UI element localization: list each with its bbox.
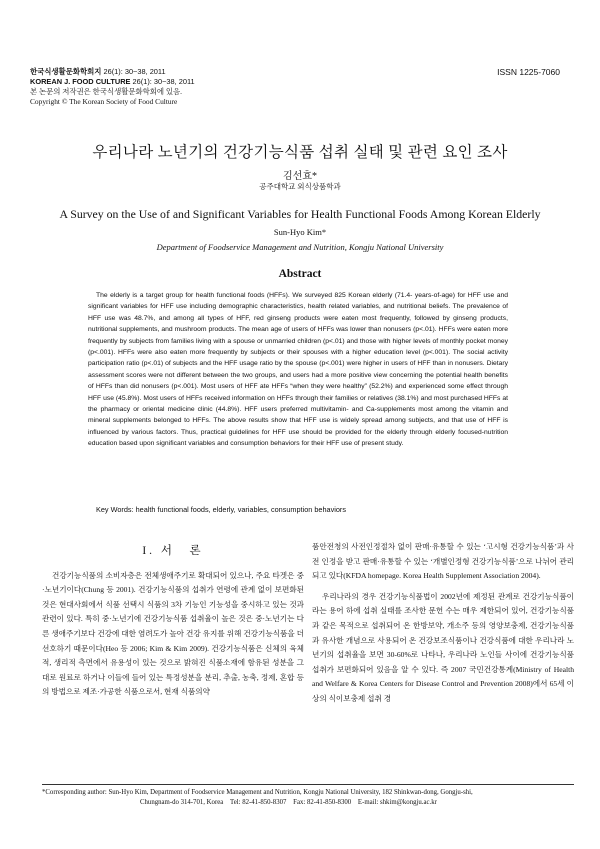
body-column-right (312, 540, 574, 707)
issn: ISSN 1225-7060 (497, 67, 560, 77)
korean-title: 우리나라 노년기의 건강기능식품 섭취 실태 및 관련 요인 조사 (92, 144, 508, 161)
korean-affiliation: 공주대학교 외식상품학과 (259, 182, 341, 191)
copyright-line: Copyright © The Korean Society of Food Culture (30, 97, 178, 106)
journal-en-line (30, 77, 390, 87)
abstract-text: The elderly is a target group for health functional foods (HFFs). We surveyed 825 Korean elderly (71.4- years-of-age) for HFF use and significant variables for HFF use including demographic characteristics, health related variables, and nutritional beliefs. The prevalence of HFF use was 48.7%, and among all types of HFF, red ginseng products were eaten most frequently, followed by ginseng products, nutritional supplements, and mushroom products. The mean age of users of HFFs was lower than nonusers (p<.01). HFFs were eaten more frequently by subjects from families living with a spouse or unmarried children (p<.01) and those with higher levels of monthly pocket money (p<.001). HFFs were also eaten more frequently by subjects or their spouses with a higher education level (p<.001). The social activity participation ratio (p<.01) of subjects and the HFF usage ratio by the spouse (p<.001) were higher in users of HFF than in nonusers. Dietary assessment scores were not different between the two groups, and users had a more positive view concerning the potential health benefits of HFFs than did nonusers (p<.001). Most users of HFF ate HFFs “when they were healthy” (52.2%) and experienced some effect through HFF use (45.8%). Most users of HFFs received information on HFFs through their families or relatives (38.1%) and most purchased HFFs at the pharmacy or oriental medicine clinic (44.8%). HFF users preferred multivitamin- and Ca-supplements most among the vitamin and mineral supplements belonged to HFFs. The above results show that HFF use is widely spread among subjects, and that use of HFF is influenced by various factors. Thus, practical guidelines for HFF use should be provided for the elderly through elderly focused-nutrition education based upon significant variables and consumption behaviors for their HFF use of present study. (88, 292, 508, 448)
english-affiliation: Department of Foodservice Management and Nutrition, Kongju National University (156, 242, 444, 252)
footnote-line: *Corresponding author: Sun-Hyo Kim, Department of Foodservice Management and Nutrition, Kongju National University, 182 Shinkwan-dong, Gongju-shi, (42, 789, 473, 796)
section-heading: I. 서 론 (142, 545, 204, 557)
english-author: Sun-Hyo Kim* (273, 227, 327, 237)
body-paragraph: 우리나라의 경우 건강기능식품법이 2002년에 제정된 관계로 건강기능식품이라는 용어 하에 섭취 실태를 조사한 문헌 수는 매우 제한되어 있어, 건강기능식품과 같은 목적으로 섭취되어 온 한방보약, 개소주 등의 영양보충제, 건강기능식품과 유사한 개념으로 사용되어 온 건강보조식품이나 건강식품에 대한 우리나라 노년기의 섭취율을 보면 30-60%로 나타나, 우리나라 노인들 사이에 건강기능식품 섭취가 보편화되어 있음을 알 수 있다. 즉 2007 국민건강통계(Ministry of Health and Welfare & Korea Centers for Disease Control and Prevention 2008)에서 65세 이상의 식이보충제 섭취 경 (312, 591, 574, 703)
abstract-heading: Abstract (278, 268, 322, 280)
journal-kr-name: 한국식생활문화학회지 (30, 67, 102, 76)
body-paragraph: 건강기능식품의 소비자층은 전체생애주기로 확대되어 있으나, 주요 타겟은 중·노년기이다(Chung 등 2001). 건강기능식품의 섭취가 연령에 관계 없이 보편화된 것은 현대사회에서 식품 선택시 식품의 3차 기능인 기능성을 중시하고 있는 것과 관련이 있다. 특히 중·노년기에 건강기능식품 섭취율이 높은 것은 중·노년기는 다른 생애주기보다 건강에 대한 염려도가 높아 건강 유지를 위해 건강기능식품을 더 선호하기 때문이다(Heo 등 2006; Kim & Kim 2009). 건강기능식품은 신체의 육체적, 생리적 측면에서 유용성이 있는 것으로 밝혀진 식품소재에 함유된 성분을 그대로 원료로 하거나 이들에 들어 있는 특정성분을 분리, 추출, 농축, 정제, 혼합 등의 방법으로 제조·가공한 식품으로서, 현재 식품의약 (42, 570, 304, 697)
english-title: A Survey on the Use of and Significant Variables for Health Functional Foods Among Korean Elderly (59, 207, 541, 221)
body-paragraph: 품안전청의 사전인정절차 없이 판매·유통할 수 있는 ‘고시형 건강기능식품’과 사전 인정을 받고 판매·유통할 수 있는 ‘개별인정형 건강기능식품’으로 나뉘어 관리되고 있다(KFDA homepage. Korea Health Supplement Association 2004). (312, 542, 574, 581)
copyright-note: 본 논문의 저작권은 한국식생활문화학회에 있음. (30, 87, 183, 96)
keywords: Key Words: health functional foods, elderly, variables, consumption behaviors (96, 505, 346, 514)
journal-en-volume: 26(1): 30~38, 2011 (132, 77, 195, 86)
footnote-divider (42, 784, 574, 785)
footnote-line: Chungnam-do 314-701, Korea Tel: 82-41-850-8307 Fax: 82-41-850-8300 E-mail: shkim@kongju.ac.kr (140, 799, 437, 806)
journal-kr-line (30, 67, 390, 77)
journal-en-name: KOREAN J. FOOD CULTURE (30, 77, 131, 86)
journal-header (30, 67, 390, 107)
body-column-left (42, 540, 304, 700)
journal-kr-volume: 26(1): 30~38, 2011 (103, 67, 166, 76)
korean-author: 김선효* (283, 171, 317, 182)
footnote (42, 788, 574, 808)
